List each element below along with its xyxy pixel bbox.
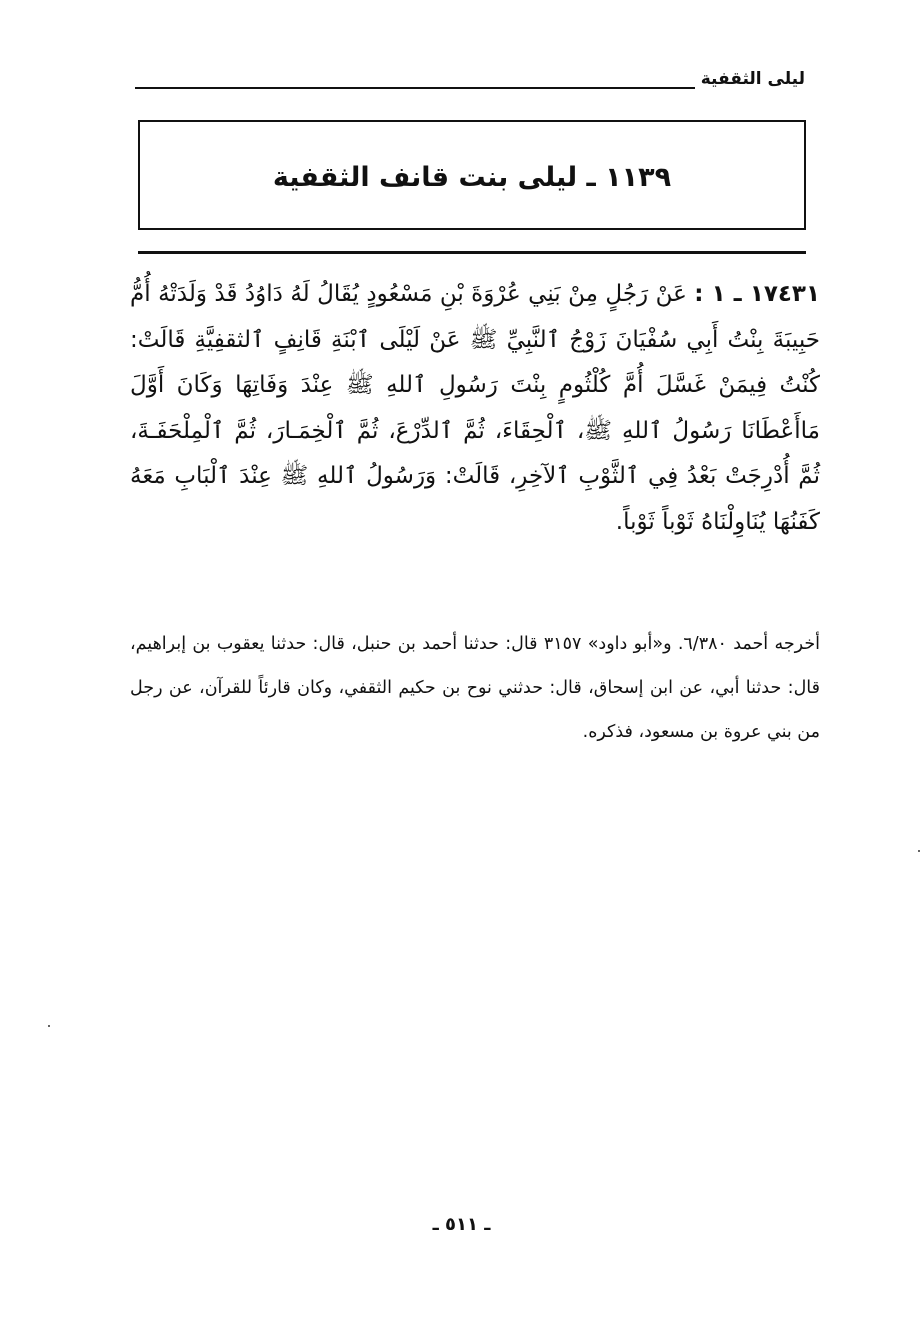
hadith-number: ١٧٤٣١ ـ ١ : (694, 281, 821, 307)
running-header-title: ليلى الثقفية (695, 62, 805, 96)
header-rule (135, 87, 727, 89)
chapter-title-box (138, 120, 806, 230)
title-underline (138, 251, 806, 254)
takhrij-note: أخرجه أحمد ٦/٣٨٠. و«أبو داود» ٣١٥٧ قال: حدثنا أحمد بن حنبل، قال: حدثنا يعقوب بن إبراهيم، قال: حدثنا أبي، عن ابن إسحاق، قال: حدثني نوح بن حكيم الثقفي، وكان قارئاً للقرآن، عن رجل من بني عروة بن مسعود، فذكره. (130, 634, 820, 742)
page-number: ـ ٥١١ ـ (432, 1214, 491, 1235)
chapter-title: ١١٣٩ ـ ليلى بنت قانف الثقفية (272, 162, 672, 193)
scan-speck (918, 850, 920, 852)
hadith-body: عَنْ رَجُلٍ مِنْ بَنِي عُرْوَةَ بْنِ مَسْعُودٍ يُقَالُ لَهُ دَاوُدُ قَدْ وَلَدَتْهُ أُمُّ حَبِيبَةَ بِنْتُ أَبِي سُفْيَانَ زَوْجُ ٱلنَّبِيِّ ﷺ عَنْ لَيْلَى ٱبْنَةِ قَانِفٍ ٱلثقفِيَّةِ قَالَتْ: كُنْتُ فِيمَنْ غَسَّلَ أُمَّ كُلْثُومٍ بِنْتَ رَسُولِ ٱللهِ ﷺ عِنْدَ وَفَاتِهَا وَكَانَ أَوَّلَ مَاأَعْطَانَا رَسُولُ ٱللهِ ﷺ، ٱلْحِقَاءَ، ثُمَّ ٱلدِّرْعَ، ثُمَّ ٱلْخِمَـارَ، ثُمَّ ٱلْمِلْحَفَـةَ، ثُمَّ أُدْرِجَتْ بَعْدُ فِي ٱلثَّوْبِ ٱلآخِرِ، قَالَتْ: وَرَسُولُ ٱللهِ ﷺ عِنْدَ ٱلْبَابِ مَعَهُ كَفَنُهَا يُنَاوِلْنَاهُ ثَوْباً ثَوْباً. (130, 281, 820, 535)
scan-speck (48, 1025, 50, 1027)
hadith-text (130, 272, 820, 545)
running-header (135, 62, 805, 96)
